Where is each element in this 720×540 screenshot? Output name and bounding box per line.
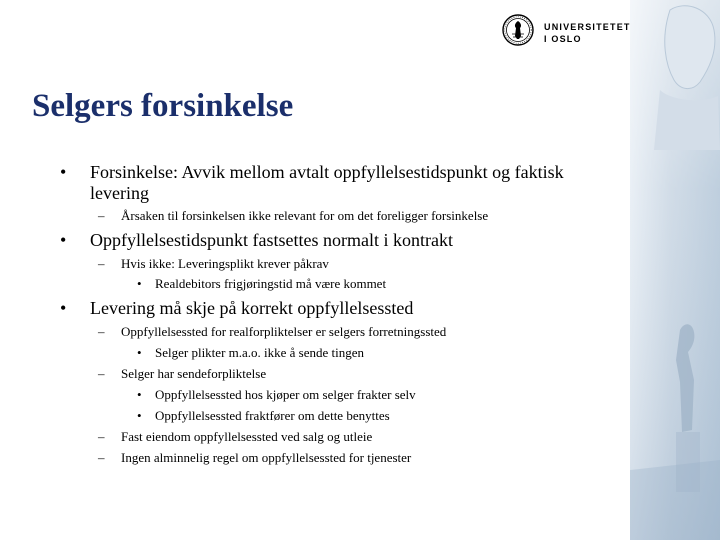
statue-figure-icon <box>630 0 720 540</box>
sub-bullet-marker: – <box>98 208 105 223</box>
sub-bullet-marker: – <box>98 324 105 339</box>
sub-sub-bullet-marker: • <box>137 345 142 360</box>
sub-bullet-text: Ingen alminnelig regel om oppfyllelsessted for tjenester <box>121 450 412 465</box>
logo-text-line1: UNIVERSITETET <box>544 22 631 32</box>
sub-bullet-text: Selger har sendeforpliktelse <box>121 366 267 381</box>
bullet-text: Oppfyllelsestidspunkt fastsettes normalt i kontrakt <box>90 230 453 250</box>
sub-bullet-text: Oppfyllelsessted for realforpliktelser er selgers forretningssted <box>121 324 447 339</box>
university-seal-icon <box>502 14 534 46</box>
sub-bullet-text: Fast eiendom oppfyllelsessted ved salg og utleie <box>121 429 373 444</box>
slide-title: Selgers forsinkelse <box>32 88 294 124</box>
bullet-text-continued: levering <box>90 183 149 203</box>
sub-bullet-marker: – <box>98 366 105 381</box>
sub-sub-bullet-marker: • <box>137 276 142 291</box>
sub-sub-bullet-marker: • <box>137 387 142 402</box>
sub-sub-bullet-marker: • <box>137 408 142 423</box>
sub-bullet-marker: – <box>98 450 105 465</box>
sub-sub-bullet-text: Oppfyllelsessted hos kjøper om selger frakter selv <box>155 387 416 402</box>
sub-bullet-text: Hvis ikke: Leveringsplikt krever påkrav <box>121 256 329 271</box>
sub-bullet-text: Årsaken til forsinkelsen ikke relevant for om det foreligger forsinkelse <box>121 208 489 223</box>
sub-bullet-marker: – <box>98 429 105 444</box>
sub-bullet-marker: – <box>98 256 105 271</box>
bullet-marker: • <box>60 298 67 318</box>
bullet-text: Forsinkelse: Avvik mellom avtalt oppfyllelsestidspunkt og faktisk <box>90 162 564 182</box>
decorative-band <box>630 0 720 540</box>
sub-sub-bullet-text: Realdebitors frigjøringstid må være kommet <box>155 276 387 291</box>
bullet-marker: • <box>60 162 67 182</box>
sub-sub-bullet-text: Selger plikter m.a.o. ikke å sende tingen <box>155 345 365 360</box>
bullet-text: Levering må skje på korrekt oppfyllelsessted <box>90 298 414 318</box>
logo-text-line2: I OSLO <box>544 34 582 44</box>
university-logo <box>502 14 631 50</box>
sub-sub-bullet-text: Oppfyllelsessted fraktfører om dette benyttes <box>155 408 390 423</box>
bullet-marker: • <box>60 230 67 250</box>
